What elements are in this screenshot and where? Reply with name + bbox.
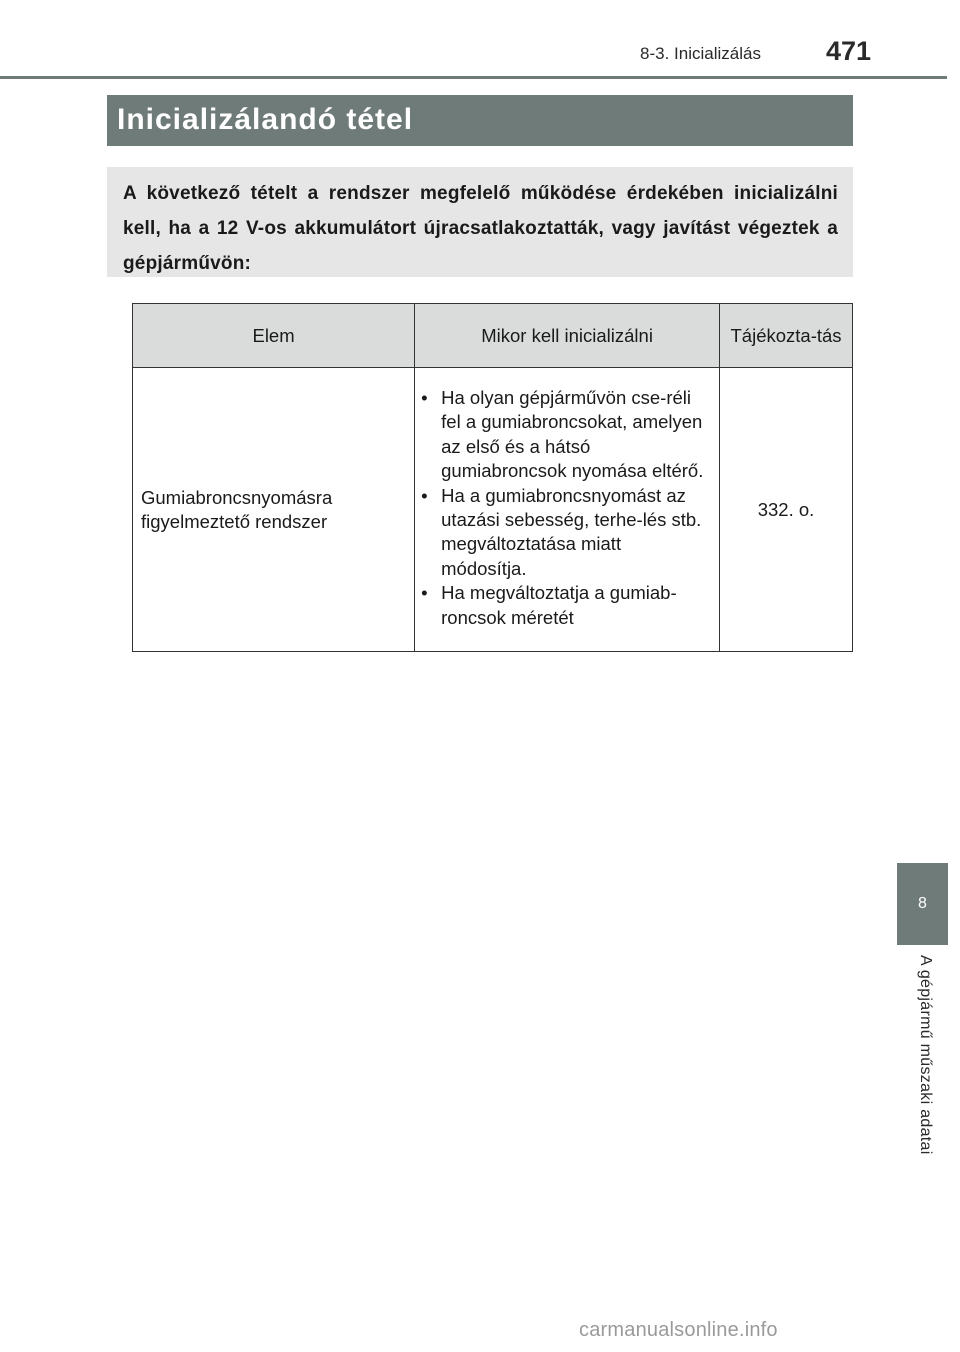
column-header-reference: Tájékozta-tás xyxy=(720,304,853,368)
list-item: • Ha megváltoztatja a gumiab-roncsok méretét xyxy=(421,581,711,630)
table-row xyxy=(133,368,853,652)
section-title: Inicializálandó tétel xyxy=(107,95,853,146)
chapter-tab xyxy=(897,863,948,945)
chapter-number: 8 xyxy=(918,895,927,912)
cell-reference: 332. o. xyxy=(720,368,853,652)
cell-when xyxy=(415,368,720,652)
watermark: carmanualsonline.info xyxy=(579,1319,778,1341)
header-section-title: 8-3. Inicializálás xyxy=(640,44,761,63)
cell-item: Gumiabroncsnyomásra figyelmeztető rendszer xyxy=(133,368,415,652)
column-header-when: Mikor kell inicializálni xyxy=(415,304,720,368)
initialization-table xyxy=(132,303,853,652)
table-header-row xyxy=(133,304,853,368)
column-header-item: Elem xyxy=(133,304,415,368)
condition-list xyxy=(421,386,711,630)
list-item: • Ha olyan gépjárművön cse-réli fel a gumiabroncsokat, amelyen az első és a hátsó gumiabroncsok nyomása eltérő. xyxy=(421,386,711,484)
list-item: • Ha a gumiabroncsnyomást az utazási sebesség, terhe-lés stb. megváltoztatása miatt módosítja. xyxy=(421,484,711,582)
header-rule xyxy=(0,76,947,79)
chapter-label: A gépjármű műszaki adatai xyxy=(917,955,934,1155)
intro-text: A következő tételt a rendszer megfelelő működése érdekében inicializálni kell, ha a 12 V-os akkumulátort újracsatlakoztatták, vagy javítást végeztek a gépjárművön: xyxy=(107,167,853,277)
page-number: 471 xyxy=(826,36,872,66)
